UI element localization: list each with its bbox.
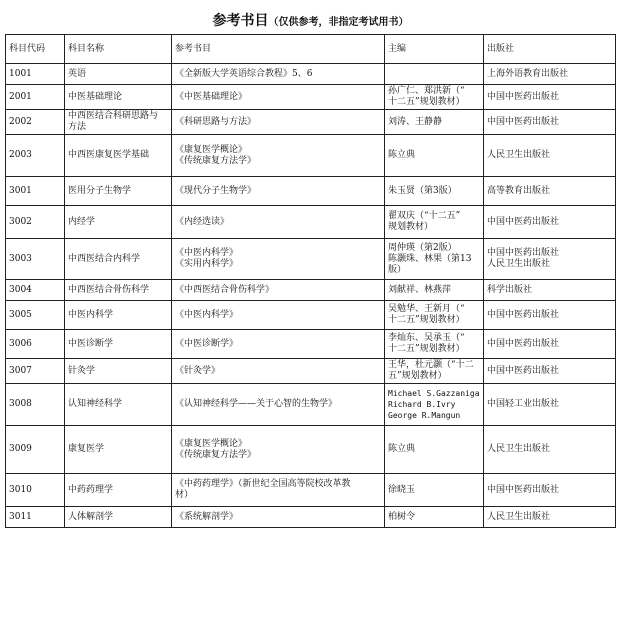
- row-subject: 认知神经科学: [65, 384, 172, 426]
- row-publisher: 人民卫生出版社: [484, 426, 616, 474]
- row-publisher: 上海外语教育出版社: [484, 64, 616, 85]
- row-editor: 吴勉华、王新月（“ 十二五”规划教材）: [385, 301, 484, 330]
- row-book: 《科研思路与方法》: [172, 110, 385, 135]
- row-subject: 中医基础理论: [65, 85, 172, 110]
- row-editor: Michael S.Gazzaniga Richard B.Ivry George R.Mangun: [385, 384, 484, 426]
- row-code: 3007: [6, 359, 65, 384]
- row-code: 3011: [6, 507, 65, 528]
- row-code: 3008: [6, 384, 65, 426]
- row-book: 《中医诊断学》: [172, 330, 385, 359]
- row-book: 《中医内科学》 《实用内科学》: [172, 239, 385, 280]
- table-row: [6, 64, 616, 85]
- row-book: 《中药药理学》（新世纪全国高等院校改革教 材）: [172, 474, 385, 507]
- row-subject: 内经学: [65, 206, 172, 239]
- row-code: 3006: [6, 330, 65, 359]
- table-row: [6, 507, 616, 528]
- row-book: 《中西医结合骨伤科学》: [172, 280, 385, 301]
- row-publisher: 中国中医药出版社: [484, 330, 616, 359]
- row-publisher: 中国中医药出版社: [484, 359, 616, 384]
- row-subject: 中西医结合科研思路与 方法: [65, 110, 172, 135]
- table-row: [6, 239, 616, 280]
- row-publisher: 中国中医药出版社: [484, 206, 616, 239]
- table-row: [6, 110, 616, 135]
- row-editor: 朱玉贤（第3版）: [385, 177, 484, 206]
- row-editor: 柏树令: [385, 507, 484, 528]
- row-publisher: 人民卫生出版社: [484, 135, 616, 177]
- row-subject: 康复医学: [65, 426, 172, 474]
- reference-book-table: [5, 34, 616, 528]
- row-subject: 中西医康复医学基础: [65, 135, 172, 177]
- row-book: 《内经选读》: [172, 206, 385, 239]
- table-body: [6, 64, 616, 528]
- table-row: [6, 85, 616, 110]
- row-code: 3002: [6, 206, 65, 239]
- row-subject: 中西医结合骨伤科学: [65, 280, 172, 301]
- row-code: 2002: [6, 110, 65, 135]
- row-subject: 中医诊断学: [65, 330, 172, 359]
- row-publisher: 中国中医药出版社: [484, 85, 616, 110]
- table-row: [6, 301, 616, 330]
- row-publisher: 中国中医药出版社: [484, 301, 616, 330]
- row-publisher: 中国中医药出版社: [484, 474, 616, 507]
- row-book: 《针灸学》: [172, 359, 385, 384]
- header-book: 参考书目: [172, 35, 385, 64]
- row-subject: 中西医结合内科学: [65, 239, 172, 280]
- row-editor: [385, 64, 484, 85]
- table-row: [6, 330, 616, 359]
- document-title: [0, 0, 621, 34]
- row-code: 2001: [6, 85, 65, 110]
- row-editor: 李灿东、吴承玉（“ 十二五”规划教材）: [385, 330, 484, 359]
- row-publisher: 人民卫生出版社: [484, 507, 616, 528]
- row-publisher: 高等教育出版社: [484, 177, 616, 206]
- row-editor: 陈立典: [385, 135, 484, 177]
- row-book: 《康复医学概论》 《传统康复方法学》: [172, 135, 385, 177]
- row-editor: 徐晓玉: [385, 474, 484, 507]
- row-code: 1001: [6, 64, 65, 85]
- row-code: 3004: [6, 280, 65, 301]
- row-code: 2003: [6, 135, 65, 177]
- row-publisher: 中国中医药出版社 人民卫生出版社: [484, 239, 616, 280]
- header-subject: 科目名称: [65, 35, 172, 64]
- row-code: 3003: [6, 239, 65, 280]
- header-editor: 主编: [385, 35, 484, 64]
- table-row: [6, 280, 616, 301]
- row-editor: 刘涛、王静静: [385, 110, 484, 135]
- title-subtitle: （仅供参考，非指定考试用书）: [268, 17, 409, 28]
- row-subject: 中医内科学: [65, 301, 172, 330]
- table-row: [6, 206, 616, 239]
- header-code: 科目代码: [6, 35, 65, 64]
- row-subject: 针灸学: [65, 359, 172, 384]
- row-subject: 英语: [65, 64, 172, 85]
- row-publisher: 中国中医药出版社: [484, 110, 616, 135]
- row-editor: 刘献祥、林燕萍: [385, 280, 484, 301]
- row-book: 《全新版大学英语综合教程》5、6: [172, 64, 385, 85]
- title-main: 参考书目: [212, 13, 269, 29]
- row-editor: 孙广仁、郑洪新（“ 十二五”规划教材）: [385, 85, 484, 110]
- row-editor: 周仲瑛（第2版） 陈灏珠、林果（第13 版）: [385, 239, 484, 280]
- row-publisher: 中国轻工业出版社: [484, 384, 616, 426]
- table-row: [6, 359, 616, 384]
- row-publisher: 科学出版社: [484, 280, 616, 301]
- row-subject: 人体解剖学: [65, 507, 172, 528]
- header-publisher: 出版社: [484, 35, 616, 64]
- row-editor: 陈立典: [385, 426, 484, 474]
- table-row: [6, 474, 616, 507]
- table-row: [6, 426, 616, 474]
- table-row: [6, 384, 616, 426]
- row-editor: 翟双庆（“十二五” 规划教材）: [385, 206, 484, 239]
- row-book: 《康复医学概论》 《传统康复方法学》: [172, 426, 385, 474]
- table-row: [6, 135, 616, 177]
- table-row: [6, 177, 616, 206]
- row-code: 3010: [6, 474, 65, 507]
- row-book: 《认知神经科学——关于心智的生物学》: [172, 384, 385, 426]
- row-code: 3001: [6, 177, 65, 206]
- row-book: 《系统解剖学》: [172, 507, 385, 528]
- row-book: 《现代分子生物学》: [172, 177, 385, 206]
- table-header-row: [6, 35, 616, 64]
- row-book: 《中医内科学》: [172, 301, 385, 330]
- row-code: 3005: [6, 301, 65, 330]
- row-subject: 中药药理学: [65, 474, 172, 507]
- row-editor: 王华，杜元灏（“十二 五”规划教材）: [385, 359, 484, 384]
- row-code: 3009: [6, 426, 65, 474]
- row-book: 《中医基础理论》: [172, 85, 385, 110]
- row-subject: 医用分子生物学: [65, 177, 172, 206]
